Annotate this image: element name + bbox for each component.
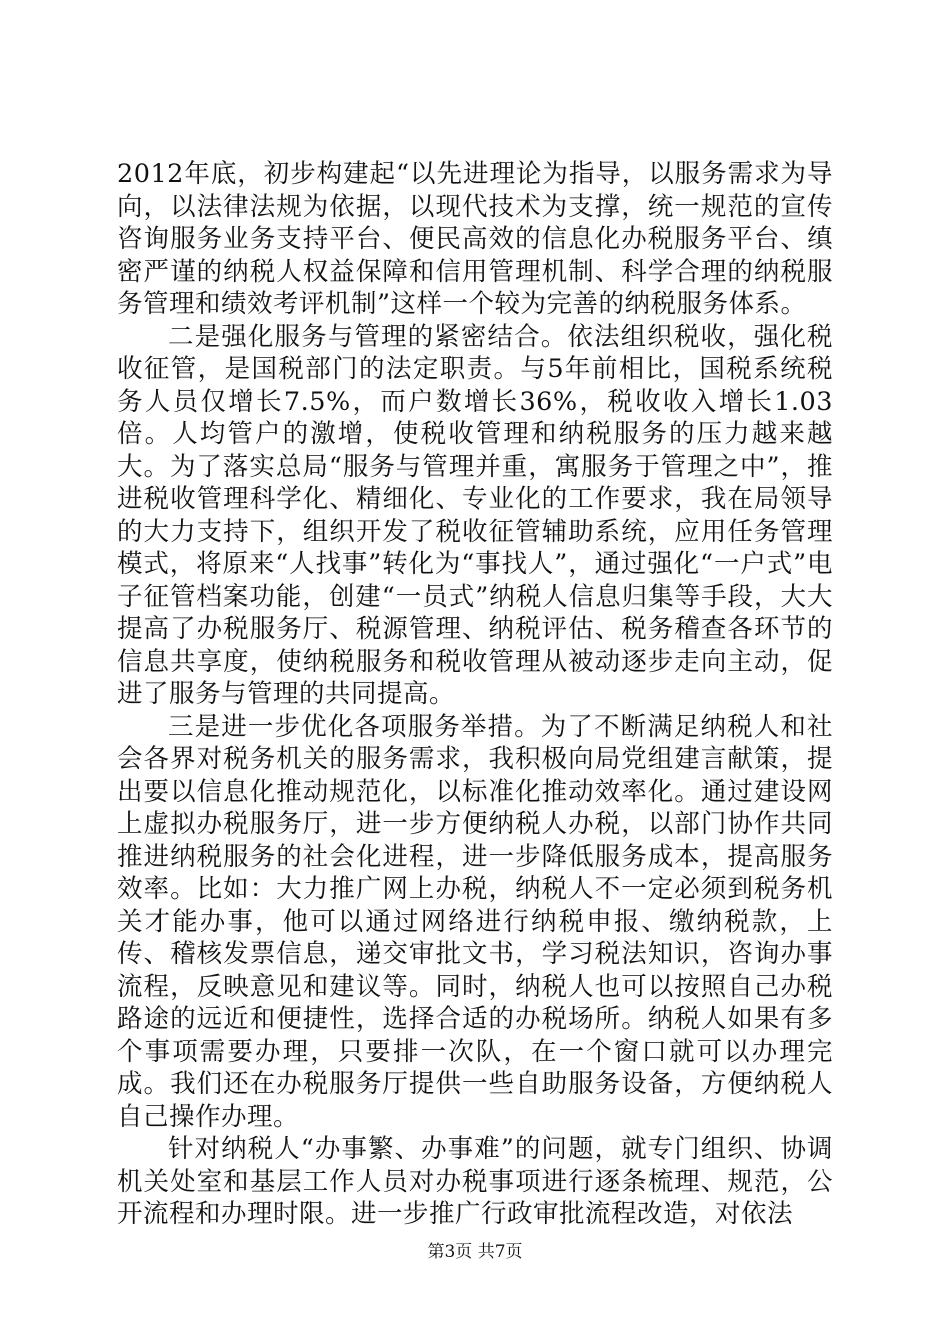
- paragraph-4: 针对纳税人“办事繁、办事难”的问题，就专门组织、协调机关处室和基层工作人员对办税事项进行逐条梳理、规范，公开流程和办理时限。进一步推广行政审批流程改造，对依法: [117, 1134, 833, 1229]
- page-number-footer: 第3页 共7页: [427, 1242, 523, 1262]
- paragraph-1: 2012年底，初步构建起“以先进理论为指导，以服务需求为导向，以法律法规为依据，以现代技术为支撑，统一规范的宣传咨询服务业务支持平台、便民高效的信息化办税服务平台、缜密严谨的纳税人权益保障和信用管理机制、科学合理的纳税服务管理和绩效考评机制”这样一个较为完善的纳税服务体系。: [117, 159, 833, 319]
- document-body: [117, 158, 833, 1231]
- paragraph-3: 三是进一步优化各项服务举措。为了不断满足纳税人和社会各界对税务机关的服务需求，我积极向局党组建言献策，提出要以信息化推动规范化，以标准化推动效率化。通过建设网上虚拟办税服务厅，进一步方便纳税人办税，以部门协作共同推进纳税服务的社会化进程，进一步降低服务成本，提高服务效率。比如：大力推广网上办税，纳税人不一定必须到税务机关才能办事，他可以通过网络进行纳税申报、缴纳税款，上传、稽核发票信息，递交审批文书，学习税法知识，咨询办事流程，反映意见和建议等。同时，纳税人也可以按照自己办税路途的远近和便捷性，选择合适的办税场所。纳税人如果有多个事项需要办理，只要排一次队，在一个窗口就可以办理完成。我们还在办税服务厅提供一些自助服务设备，方便纳税人自己操作办理。: [117, 711, 833, 1132]
- paragraph-2: 二是强化服务与管理的紧密结合。依法组织税收，强化税收征管，是国税部门的法定职责。与5年前相比，国税系统税务人员仅增长7.5%，而户数增长36%，税收收入增长1.03倍。人均管户的激增，使税收管理和纳税服务的压力越来越大。为了落实总局“服务与管理并重，寓服务于管理之中”，推进税收管理科学化、精细化、专业化的工作要求，我在局领导的大力支持下，组织开发了税收征管辅助系统，应用任务管理模式，将原来“人找事”转化为“事找人”，通过强化“一户式”电子征管档案功能，创建“一员式”纳税人信息归集等手段，大大提高了办税服务厅、税源管理、纳税评估、税务稽查各环节的信息共享度，使纳税服务和税收管理从被动逐步走向主动，促进了服务与管理的共同提高。: [117, 321, 833, 709]
